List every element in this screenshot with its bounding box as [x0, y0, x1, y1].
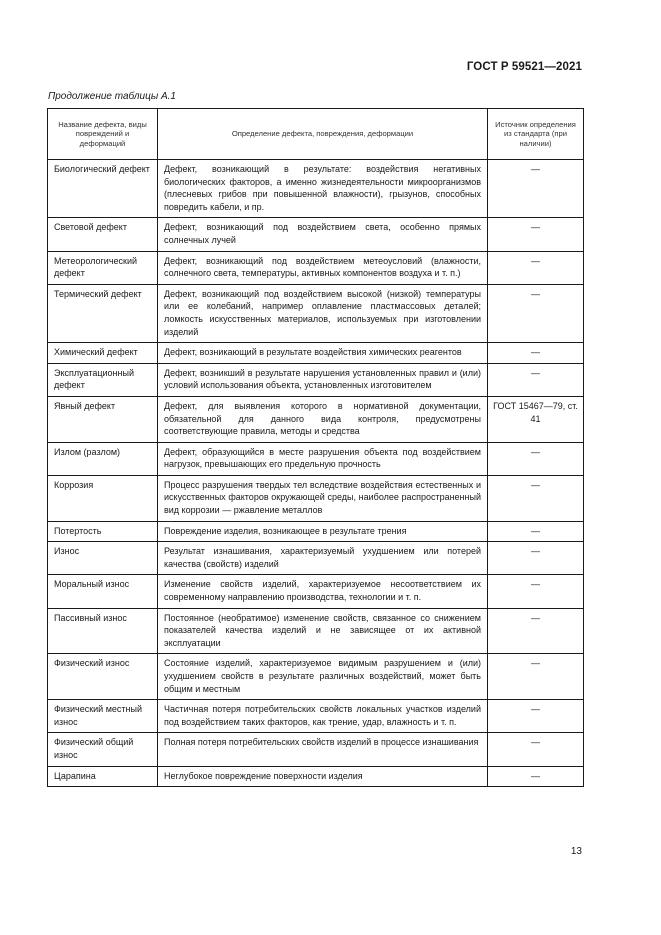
cell-source: — [488, 608, 584, 654]
table-row [48, 521, 584, 542]
table-row [48, 542, 584, 575]
table-row [48, 475, 584, 521]
cell-source: — [488, 251, 584, 284]
cell-source: — [488, 575, 584, 608]
cell-defect-name: Потертость [48, 521, 158, 542]
table-row [48, 733, 584, 766]
cell-defect-name: Световой дефект [48, 218, 158, 251]
cell-defect-name: Моральный износ [48, 575, 158, 608]
cell-definition: Повреждение изделия, возникающее в результате трения [158, 521, 488, 542]
cell-definition: Состояние изделий, характеризуемое видимым разрушением и (или) ухудшением свойств в результате различных воздействий, может быть общим и местным [158, 654, 488, 700]
cell-definition: Дефект, возникающий в результате воздействия химических реагентов [158, 343, 488, 364]
table-body [48, 160, 584, 787]
cell-source: — [488, 343, 584, 364]
cell-definition: Постоянное (необратимое) изменение свойств, связанное со снижением показателей качества изделий и не зависящее от их активной эксплуатации [158, 608, 488, 654]
cell-source: — [488, 766, 584, 787]
standard-header: ГОСТ Р 59521—2021 [466, 61, 582, 73]
cell-source: — [488, 442, 584, 475]
cell-defect-name: Метеорологический дефект [48, 251, 158, 284]
cell-defect-name: Коррозия [48, 475, 158, 521]
cell-source: — [488, 700, 584, 733]
table-row [48, 608, 584, 654]
cell-defect-name: Физический местный износ [48, 700, 158, 733]
table-row [48, 218, 584, 251]
cell-source: — [488, 218, 584, 251]
cell-definition: Изменение свойств изделий, характеризуемое несоответствием их современному направлению производства, технологии и т. п. [158, 575, 488, 608]
cell-source: — [488, 363, 584, 396]
cell-definition: Дефект, возникающий под воздействием света, особенно прямых солнечных лучей [158, 218, 488, 251]
cell-source: — [488, 733, 584, 766]
page-number: 13 [570, 846, 582, 857]
table-row [48, 575, 584, 608]
table-row [48, 284, 584, 342]
cell-defect-name: Биологический дефект [48, 160, 158, 218]
cell-definition: Дефект, образующийся в месте разрушения объекта под воздействием нагрузок, превышающих его предельную прочность [158, 442, 488, 475]
cell-defect-name: Царапина [48, 766, 158, 787]
cell-defect-name: Химический дефект [48, 343, 158, 364]
cell-source: — [488, 521, 584, 542]
column-header-name: Название дефекта, виды повреждений и деформаций [48, 109, 158, 160]
cell-definition: Результат изнашивания, характеризуемый ухудшением или потерей качества (свойств) изделий [158, 542, 488, 575]
table-row [48, 251, 584, 284]
cell-definition: Дефект, возникающий в результате: воздействия негативных биологических факторов, а именно жизнедеятельности микроорганизмов (плесневых грибов при повышенной влажности), грызунов, способных повредить кабели, и пр. [158, 160, 488, 218]
cell-source: — [488, 475, 584, 521]
cell-defect-name: Пассивный износ [48, 608, 158, 654]
table-row [48, 654, 584, 700]
cell-source: ГОСТ 15467—79, ст. 41 [488, 396, 584, 442]
cell-definition: Неглубокое повреждение поверхности изделия [158, 766, 488, 787]
cell-definition: Дефект, возникающий под воздействием высокой (низкой) температуры или ее колебаний, например оплавление пластмассовых деталей; ломкость искусственных материалов, используемых при изготовлении изделий [158, 284, 488, 342]
cell-defect-name: Износ [48, 542, 158, 575]
table-row [48, 700, 584, 733]
cell-defect-name: Эксплуатационный дефект [48, 363, 158, 396]
cell-defect-name: Физический общий износ [48, 733, 158, 766]
cell-definition: Полная потеря потребительских свойств изделий в процессе изнашивания [158, 733, 488, 766]
cell-definition: Дефект, для выявления которого в нормативной документации, обязательной для данного вида контроля, предусмотрены соответствующие правила, методы и средства [158, 396, 488, 442]
cell-definition: Дефект, возникший в результате нарушения установленных правил и (или) условий использования объекта, установленных изготовителем [158, 363, 488, 396]
table-row [48, 343, 584, 364]
table-row [48, 396, 584, 442]
column-header-source: Источник определения из стандарта (при наличии) [488, 109, 584, 160]
cell-defect-name: Излом (разлом) [48, 442, 158, 475]
cell-defect-name: Физический износ [48, 654, 158, 700]
cell-source: — [488, 284, 584, 342]
cell-definition: Частичная потеря потребительских свойств локальных участков изделий под воздействием таких факторов, как трение, удар, влажность и т. п. [158, 700, 488, 733]
column-header-definition: Определение дефекта, повреждения, деформации [158, 109, 488, 160]
cell-definition: Дефект, возникающий под воздействием метеоусловий (влажности, солнечного света, температуры, активных компонентов воздуха и т. п.) [158, 251, 488, 284]
table-row [48, 160, 584, 218]
defects-table [47, 108, 584, 787]
cell-source: — [488, 654, 584, 700]
table-row [48, 363, 584, 396]
table-header-row [48, 109, 584, 160]
table-row [48, 766, 584, 787]
cell-defect-name: Явный дефект [48, 396, 158, 442]
cell-source: — [488, 160, 584, 218]
table-row [48, 442, 584, 475]
cell-source: — [488, 542, 584, 575]
cell-definition: Процесс разрушения твердых тел вследствие воздействия естественных и искусственных факторов окружающей среды, наиболее распространенный вид коррозии — ржавление металлов [158, 475, 488, 521]
table-caption: Продолжение таблицы А.1 [48, 91, 176, 102]
cell-defect-name: Термический дефект [48, 284, 158, 342]
